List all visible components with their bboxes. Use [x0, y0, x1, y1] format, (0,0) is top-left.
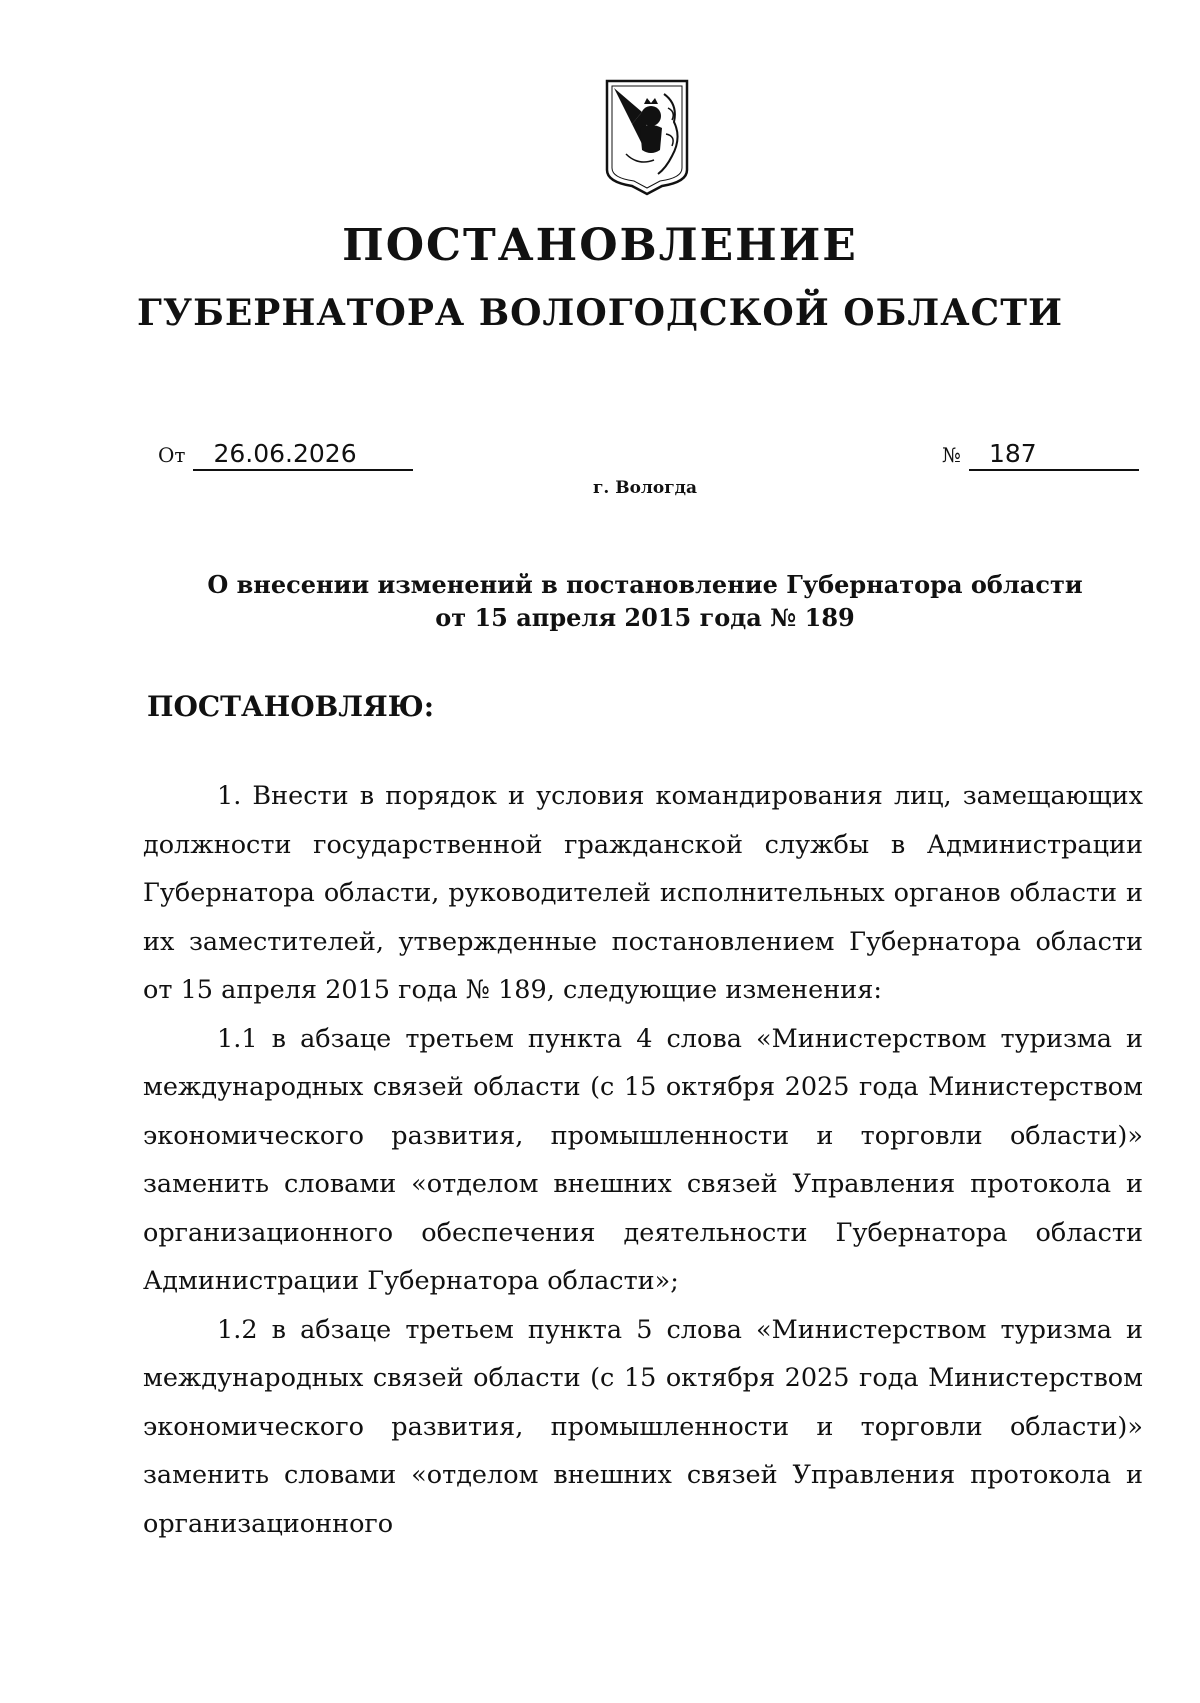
subject-line-2: от 15 апреля 2015 года № 189 [435, 603, 855, 632]
date-prefix: От [158, 443, 186, 467]
document-city: г. Вологда [592, 478, 698, 498]
vologda-coat-of-arms-icon [604, 78, 690, 196]
number-prefix: № [942, 443, 961, 467]
document-date: 26.06.2026 [193, 440, 413, 471]
document-number-row [942, 440, 1139, 471]
decree-heading: ПОСТАНОВЛЯЮ: [147, 690, 435, 723]
document-issuer: ГУБЕРНАТОРА ВОЛОГОДСКОЙ ОБЛАСТИ [137, 292, 1063, 334]
paragraph-1-1: 1.1 в абзаце третьем пункта 4 слова «Министерством туризма и международных связей области (с 15 октября 2025 года Министерством экономического развития, промышленности и торговли области)» заменить словами «отделом внешних связей Управления протокола и организационного обеспечения деятельности Губернатора области Администрации Губернатора области»; [143, 1023, 1143, 1296]
document-body [143, 772, 1143, 1548]
paragraph-1-2: 1.2 в абзаце третьем пункта 5 слова «Министерством туризма и международных связей области (с 15 октября 2025 года Министерством экономического развития, промышленности и торговли области)» заменить словами «отделом внешних связей Управления протокола и организационного [143, 1314, 1143, 1539]
document-date-row [158, 440, 413, 471]
document-subject [0, 568, 1200, 634]
paragraph-1: 1. Внести в порядок и условия командирования лиц, замещающих должности государственной гражданской службы в Администрации Губернатора области, руководителей исполнительных органов области и их заместителей, утвержденные постановлением Губернатора области от 15 апреля 2015 года № 189, следующие изменения: [143, 781, 1143, 1005]
document-number: 187 [969, 440, 1139, 471]
document-title: ПОСТАНОВЛЕНИЕ [342, 220, 858, 271]
subject-line-1: О внесении изменений в постановление Губернатора области [207, 570, 1083, 599]
